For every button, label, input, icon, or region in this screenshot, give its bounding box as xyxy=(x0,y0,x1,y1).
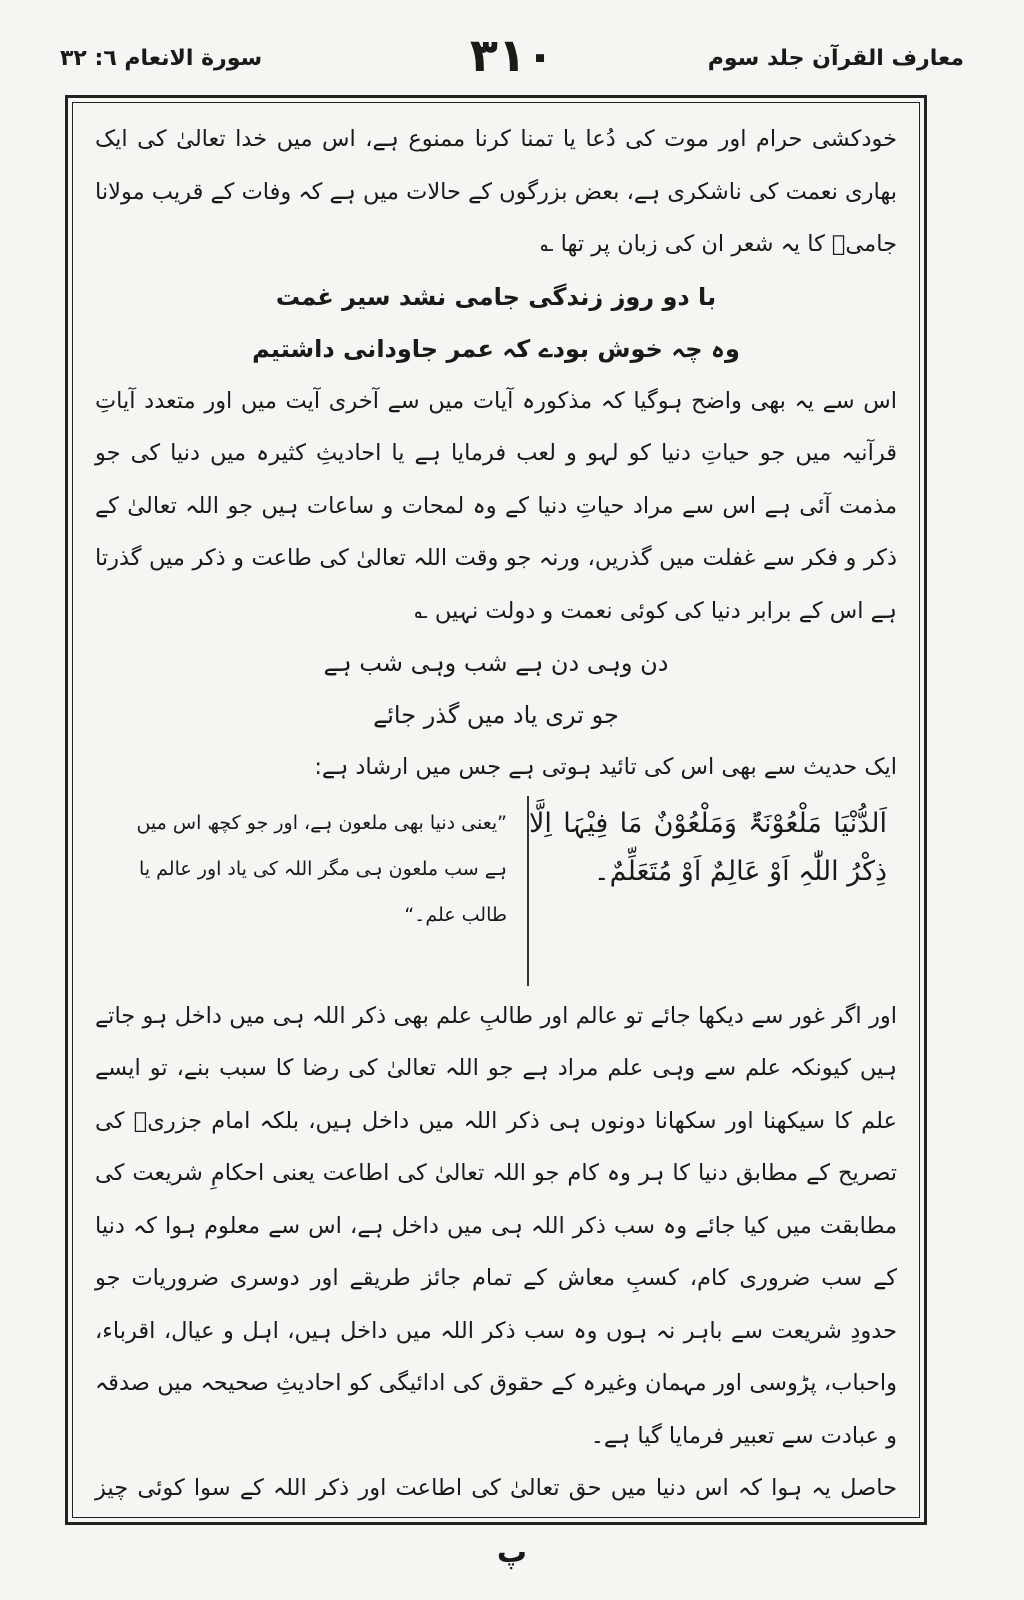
page-header xyxy=(60,28,964,88)
hadith-block xyxy=(95,796,897,986)
paragraph-conclusion: حاصل یہ ہوا کہ اس دنیا میں حق تعالیٰ کی اطاعت اور ذکر اللہ کے سوا کوئی چیز xyxy=(95,1475,897,1501)
paragraph-suicide: خودکشی حرام اور موت کی دُعا یا تمنا کرنا ممنوع ہے، اس میں خدا تعالیٰ کی ایک بھاری نعمت کی ناشکری ہے، بعض بزرگوں کے حالات میں ہے کہ وفات کے قریب مولانا جامیؒ کا یہ شعر ان کی زبان پر تھا ؎ xyxy=(95,126,897,257)
page-frame xyxy=(65,95,927,1525)
urdu-verse-line-2: جو تری یاد میں گذر جائے xyxy=(373,701,619,729)
paragraph-knowledge: اور اگر غور سے دیکھا جائے تو عالم اور طالبِ علم بھی ذکر اللہ ہی میں داخل ہو جاتے ہیں کیونکہ علم سے وہی علم مراد ہے جو اللہ تعالیٰ کی رضا کا سبب بنے، تو ایسے علم کا سیکھنا اور سکھانا دونوں ہی ذکر اللہ میں داخل ہیں، بلکہ امام جزریؒ کی تصریح کے مطابق دنیا کا ہر وہ کام جو اللہ تعالیٰ کی اطاعت یعنی احکامِ شریعت کی مطابقت میں کیا جائے وہ سب ذکر اللہ ہی میں داخل ہے، اس سے معلوم ہوا کہ دنیا کے سب ضروری کام، کسبِ معاش کے تمام جائز طریقے اور دوسری ضروریات جو حدودِ شریعت سے باہر نہ ہوں وہ سب ذکر اللہ میں داخل ہیں، اہل و عیال، اقرباء، واحباب، پڑوسی اور مہمان وغیرہ کے حقوق کی ادائیگی کو احادیثِ صحیحہ میں صدقہ و عبادت سے تعبیر فرمایا گیا ہے۔ xyxy=(95,1002,897,1449)
jami-verse-line-2: وہ چہ خوش بودے کہ عمر جاودانی داشتیم xyxy=(252,334,740,363)
jami-verse-line-1: با دو روز زندگی جامی نشد سیر غمت xyxy=(275,282,717,311)
paragraph-hadith-intro: ایک حدیث سے بھی اس کی تائید ہوتی ہے جس میں ارشاد ہے: xyxy=(314,754,897,780)
urdu-verse-line-1: دن وہی دن ہے شب وہی شب ہے xyxy=(323,649,669,677)
page-number: ۳۱۰ xyxy=(469,28,555,82)
hadith-arabic: اَلدُّنْیَا مَلْعُوْنَۃٌ وَمَلْعُوْنٌ مَا فِیْہَا اِلَّا ذِکْرُ اللّٰہِ اَوْ عَالِمٌ اَوْ مُتَعَلِّمٌ۔ xyxy=(527,796,897,986)
paragraph-worldly-life: اس سے یہ بھی واضح ہوگیا کہ مذکورہ آیات میں سے آخری آیت میں اور متعدد آیاتِ قرآنیہ میں جو حیاتِ دنیا کو لہو و لعب فرمایا ہے یا احادیثِ کثیرہ میں دنیا کی جو مذمت آئی ہے اس سے مراد حیاتِ دنیا کے وہ لمحات و ساعات ہیں جو اللہ تعالیٰ کے ذکر و فکر سے غفلت میں گذریں، ورنہ جو وقت اللہ تعالیٰ کی طاعت و ذکر میں گذرتا ہے اس کے برابر دنیا کی کوئی نعمت و دولت نہیں ؎ xyxy=(95,387,897,624)
footer-signature: پ xyxy=(496,1535,528,1570)
book-title: معارف القرآن جلد سوم xyxy=(707,46,964,71)
surah-reference: سورة الانعام ٦: ٣٢ xyxy=(60,46,263,71)
page-body xyxy=(72,102,920,1518)
hadith-translation: ”یعنی دنیا بھی ملعون ہے، اور جو کچھ اس میں ہے سب ملعون ہی مگر اللہ کی یاد اور عالم یا طالب علم۔“ xyxy=(136,811,507,926)
